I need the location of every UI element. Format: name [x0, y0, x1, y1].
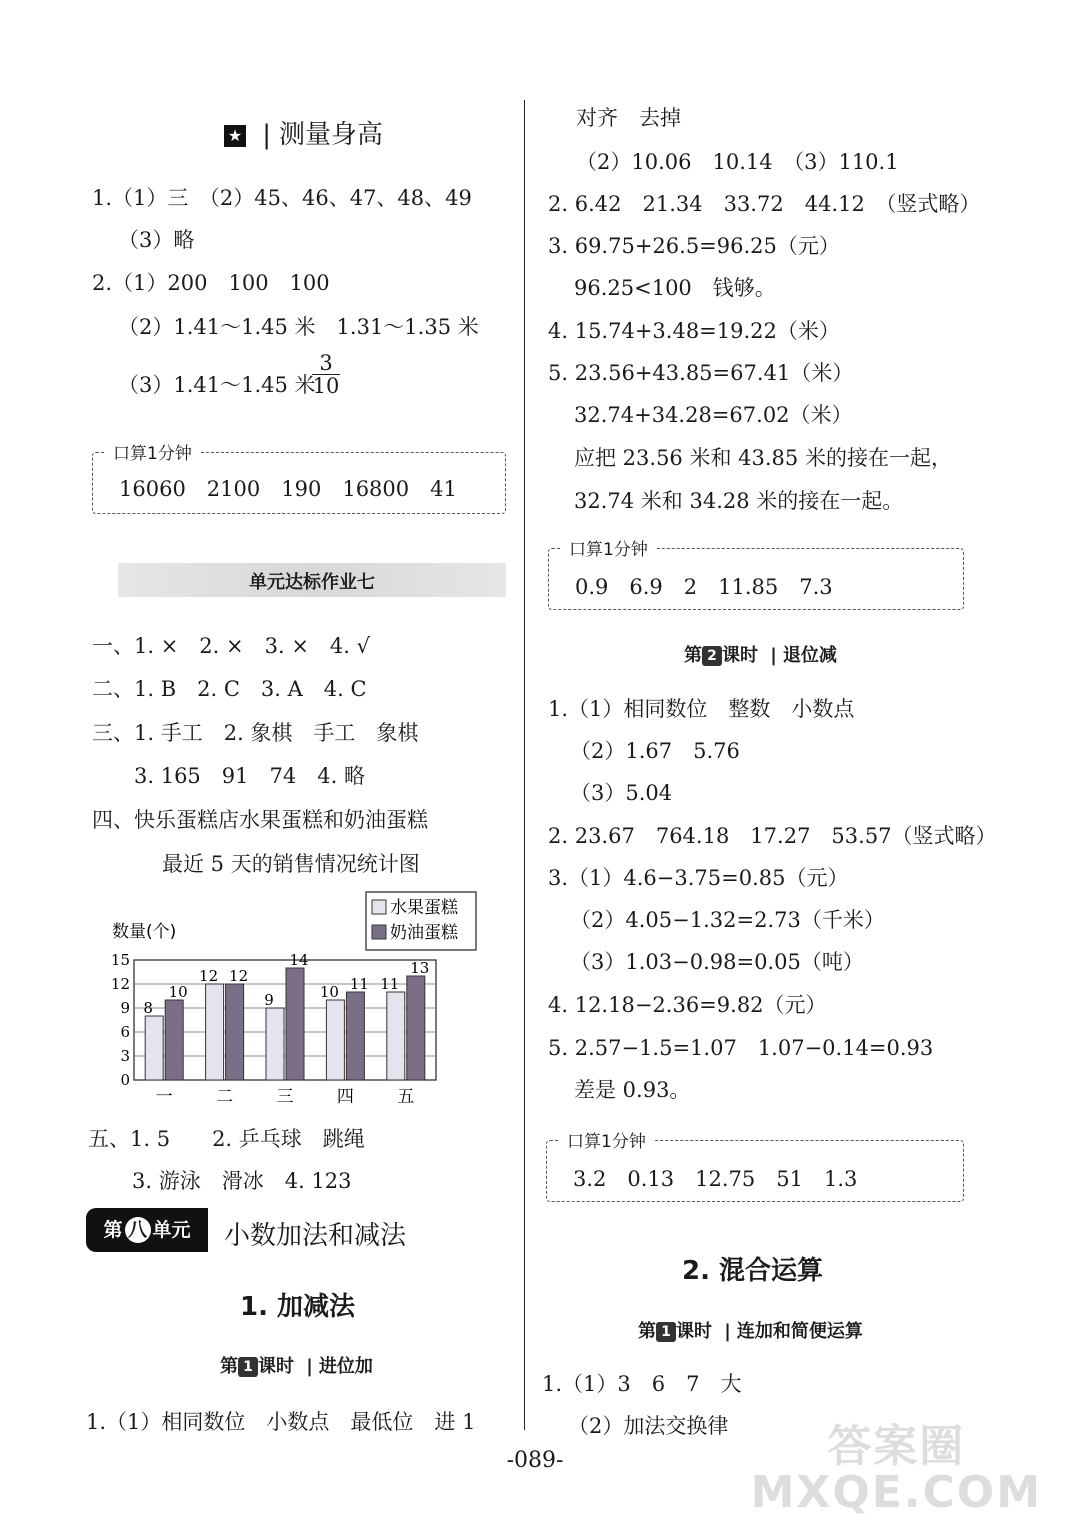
bar-value-label: 13: [410, 959, 430, 977]
fraction-denominator: 10: [312, 374, 340, 398]
bar: [286, 968, 304, 1080]
lesson-heading: [638, 1317, 863, 1343]
mental-math-values: 16060 2100 190 16800 41: [119, 477, 457, 501]
answer-line: 应把 23.56 米和 43.85 米的接在一起，: [574, 446, 952, 470]
lesson-separator: |: [306, 1356, 313, 1377]
bar: [407, 976, 425, 1080]
answer-line: 3. 69.75+26.5=96.25（元）: [548, 234, 840, 258]
answer-line: 1.（1）3 6 7 大: [542, 1372, 742, 1396]
answer-line: 2.（1）200 100 100: [92, 271, 330, 295]
unit-title: 小数加法和减法: [224, 1221, 407, 1251]
unit-badge: [86, 1208, 208, 1252]
chart-legend: [366, 892, 476, 950]
section-title: 2. 混合运算: [682, 1256, 824, 1286]
mental-math-box: [548, 540, 964, 610]
bar-value-label: 10: [168, 983, 188, 1001]
star-icon: ★: [224, 125, 246, 147]
lesson-pre: 第: [638, 1321, 656, 1342]
answer-line: 差是 0.93。: [574, 1078, 691, 1102]
bar-value-label: 9: [264, 991, 274, 1009]
lesson-mid: 课时: [676, 1321, 712, 1342]
answer-line: 5. 23.56+43.85=67.41（米）: [548, 361, 854, 385]
mental-math-label: 口算1分钟: [561, 535, 656, 560]
y-tick-label: 0: [120, 1071, 130, 1089]
answer-line: 4. 12.18−2.36=9.82（元）: [548, 993, 827, 1017]
answer-line: 1.（1）相同数位 小数点 最低位 进 1: [86, 1410, 476, 1434]
mental-math-box: [546, 1132, 964, 1202]
answer-line: 32.74 米和 34.28 米的接在一起。: [574, 489, 904, 513]
lesson-name: 连加和简便运算: [736, 1321, 863, 1342]
legend-label: 奶油蛋糕: [390, 923, 458, 943]
bar-value-label: 14: [289, 951, 309, 969]
mental-math-box: [92, 444, 506, 514]
lesson-name: 退位减: [782, 645, 837, 666]
answer-line: （2）1.67 5.76: [570, 739, 740, 763]
answer-line: 32.74+34.28=67.02（米）: [574, 403, 853, 427]
bar-value-label: 11: [349, 975, 369, 993]
y-axis-label: 数量(个): [112, 922, 177, 942]
answer-line: 对齐 去掉: [576, 106, 681, 130]
y-tick-label: 12: [110, 975, 130, 993]
fraction: [312, 352, 340, 397]
mental-math-label: 口算1分钟: [559, 1127, 654, 1152]
answer-line: 4. 15.74+3.48=19.22（米）: [548, 319, 840, 343]
lesson-heading: [684, 641, 837, 667]
bar-chart: [100, 888, 490, 1110]
page-number: -089-: [506, 1448, 564, 1473]
answer-line: 3. 165 91 74 4. 略: [134, 764, 365, 788]
lesson-pre: 第: [684, 645, 702, 666]
column-divider: [524, 100, 525, 1430]
bar: [226, 984, 244, 1080]
answer-line: 四、快乐蛋糕店水果蛋糕和奶油蛋糕: [92, 808, 428, 832]
answer-line: 96.25<100 钱够。: [574, 276, 776, 300]
lesson-number: 1: [656, 1322, 676, 1342]
answer-line: （2）10.06 10.14 （3）110.1: [576, 150, 899, 174]
bar: [145, 1016, 163, 1080]
bar-value-label: 12: [199, 967, 219, 985]
bar: [206, 984, 224, 1080]
measure-title: 测量身高: [279, 120, 384, 150]
bar: [326, 1000, 344, 1080]
fraction-numerator: 3: [319, 351, 333, 375]
lesson-number: 1: [238, 1357, 258, 1377]
answer-line: （2）1.41～1.45 米 1.31～1.35 米: [118, 315, 479, 339]
bar-value-label: 8: [143, 999, 153, 1017]
y-tick-label: 3: [120, 1047, 130, 1065]
lesson-mid: 课时: [722, 645, 758, 666]
bar: [346, 992, 364, 1080]
answer-line: （2）4.05−1.32=2.73（千米）: [570, 908, 885, 932]
measure-heading: [224, 114, 383, 151]
unit-homework-title: 单元达标作业七: [249, 572, 375, 593]
unit-badge-post: 单元: [152, 1219, 191, 1241]
bar: [165, 1000, 183, 1080]
heading-separator: |: [262, 120, 272, 150]
y-tick-label: 9: [120, 999, 130, 1017]
x-tick-label: 三: [276, 1087, 294, 1107]
x-tick-label: 五: [397, 1087, 415, 1107]
mental-math-label: 口算1分钟: [105, 439, 200, 464]
answer-line: （3）1.41～1.45 米: [118, 373, 316, 397]
answer-line: （2）加法交换律: [568, 1414, 729, 1438]
lesson-pre: 第: [220, 1356, 238, 1377]
lesson-name: 进位加: [318, 1356, 373, 1377]
bar-value-label: 12: [229, 967, 249, 985]
x-tick-label: 一: [155, 1087, 173, 1107]
lesson-heading: [220, 1352, 373, 1378]
bar: [266, 1008, 284, 1080]
lesson-number: 2: [702, 646, 722, 666]
bar: [387, 992, 405, 1080]
lesson-mid: 课时: [258, 1356, 294, 1377]
answer-line: 5. 2.57−1.5=1.07 1.07−0.14=0.93: [548, 1036, 934, 1060]
watermark: 答案圈 MXQE.COM: [750, 1421, 1042, 1518]
answer-line: 3.（1）4.6−3.75=0.85（元）: [548, 866, 849, 890]
legend-label: 水果蛋糕: [390, 898, 458, 918]
lesson-separator: |: [724, 1321, 731, 1342]
mental-math-values: 0.9 6.9 2 11.85 7.3: [575, 575, 833, 599]
legend-swatch: [372, 925, 386, 939]
answer-line: 1.（1）相同数位 整数 小数点: [548, 697, 855, 721]
answer-line: 一、1. × 2. × 3. × 4. √: [92, 634, 371, 658]
mental-math-values: 3.2 0.13 12.75 51 1.3: [573, 1167, 858, 1191]
y-tick-label: 6: [120, 1023, 130, 1041]
answer-line: 三、1. 手工 2. 象棋 手工 象棋: [92, 721, 419, 745]
answer-line: （3）5.04: [570, 781, 673, 805]
unit-badge-pre: 第: [103, 1219, 123, 1241]
answer-line: 2. 6.42 21.34 33.72 44.12 （竖式略）: [548, 192, 981, 216]
answer-line: （3）略: [118, 228, 195, 252]
answer-line: 二、1. B 2. C 3. A 4. C: [92, 677, 367, 701]
answer-line: 1.（1）三 （2）45、46、47、48、49: [92, 186, 472, 210]
unit-badge-number: 八: [125, 1217, 151, 1243]
answer-line: （3）1.03−0.98=0.05（吨）: [570, 950, 864, 974]
bar-value-label: 10: [319, 983, 339, 1001]
answer-line: 3. 游泳 滑冰 4. 123: [132, 1169, 352, 1193]
x-tick-label: 二: [216, 1087, 234, 1107]
lesson-separator: |: [770, 645, 777, 666]
answer-line: 2. 23.67 764.18 17.27 53.57（竖式略）: [548, 824, 997, 848]
y-tick-label: 15: [110, 951, 130, 969]
bar-value-label: 11: [380, 975, 400, 993]
section-title: 1. 加减法: [240, 1292, 356, 1322]
x-tick-label: 四: [336, 1087, 354, 1107]
answer-line: 五、1. 5 2. 乒乓球 跳绳: [88, 1127, 365, 1151]
legend-swatch: [372, 900, 386, 914]
chart-caption: 最近 5 天的销售情况统计图: [162, 852, 420, 876]
